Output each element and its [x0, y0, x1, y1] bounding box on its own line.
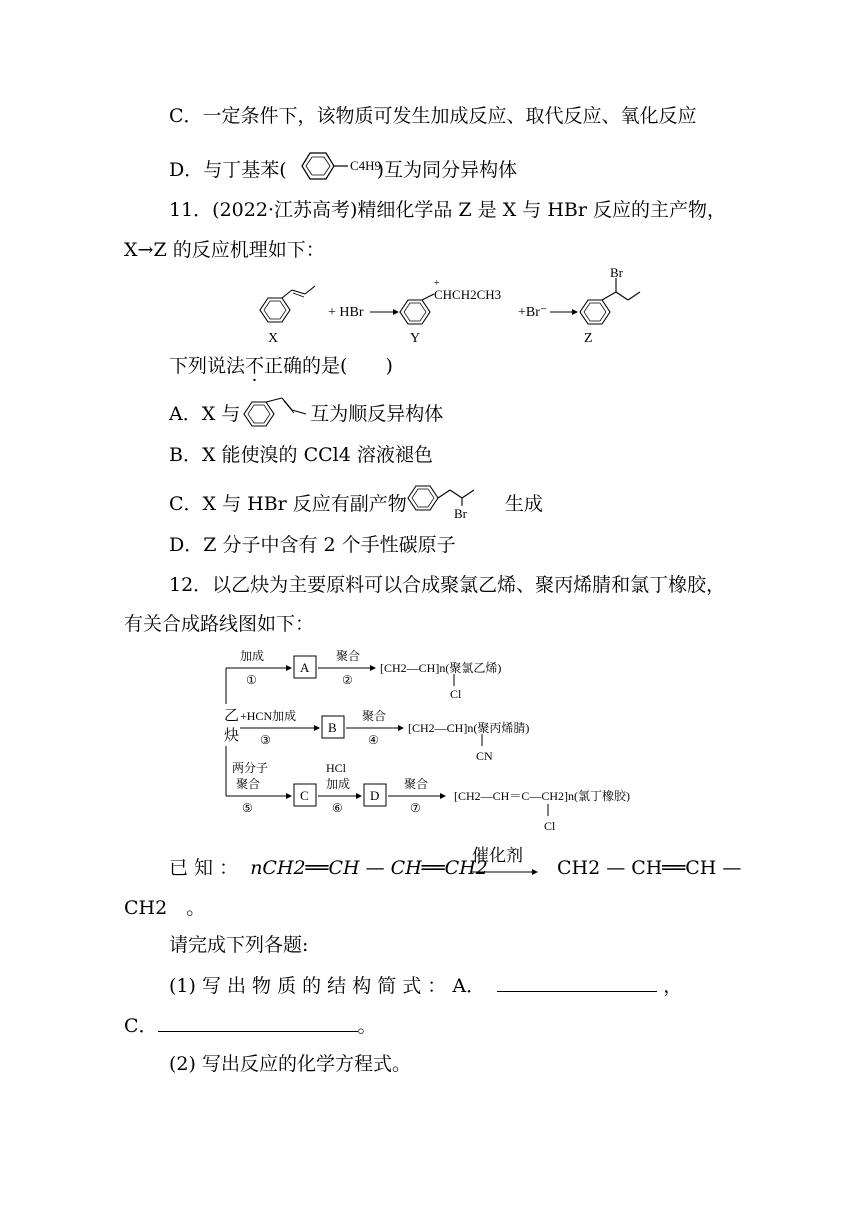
start-acetylene-2: 炔: [224, 728, 240, 744]
svg-text:聚合: 聚合: [404, 777, 429, 791]
start-acetylene-1: 乙: [224, 708, 240, 724]
svg-text:+: +: [434, 278, 440, 289]
butyl-group-label: C4H9: [350, 158, 382, 173]
svg-text:④: ④: [368, 733, 379, 747]
molecule-z: [580, 265, 640, 346]
q11-option-a: A．X 与 互为顺反异构体: [169, 403, 444, 425]
svg-text:Cl: Cl: [450, 687, 462, 701]
q11-question: 下列说法不正确的是( ): [169, 355, 393, 377]
q11-reaction-scheme: [250, 265, 670, 347]
plus-bromide: +Br⁻: [518, 305, 548, 320]
svg-text:聚合: 聚合: [236, 777, 261, 791]
chloroprene-rubber: [CH2—CH＝C—CH2]n(氯丁橡胶): [454, 789, 630, 803]
q10-option-c: C．一定条件下，该物质可发生加成反应、取代反应、氧化反应: [169, 105, 697, 127]
butylbenzene-structure: [290, 146, 385, 186]
q12-part1: (1) 写 出 物 质 的 结 构 简 式 ： A． ，: [169, 975, 683, 997]
cis-isomer-structure: [240, 392, 310, 432]
svg-text:Br: Br: [454, 506, 467, 521]
svg-text:③: ③: [260, 733, 271, 747]
svg-text:聚合: 聚合: [336, 649, 361, 663]
svg-text:加成: 加成: [240, 649, 265, 663]
q11-option-b: B．X 能使溴的 CCl4 溶液褪色: [169, 444, 433, 466]
known-tail: CH2 。: [124, 897, 206, 919]
synthesis-route: [210, 648, 710, 838]
svg-text:HCl: HCl: [326, 761, 347, 775]
byproduct-structure: [404, 480, 504, 520]
answer-blank-c[interactable]: [158, 1013, 358, 1032]
q12-prompt: 请完成下列各题:: [169, 934, 309, 956]
svg-text:⑤: ⑤: [242, 801, 253, 815]
known-product: CH2 — CH══CH —: [557, 857, 742, 879]
q11-stem-line1: 11．(2022·江苏高考)精细化学品 Z 是 X 与 HBr 反应的主产物，: [169, 199, 726, 221]
molecule-y: [400, 278, 501, 346]
reaction-arrow: [472, 868, 542, 878]
label-z: Z: [584, 331, 593, 346]
box-c: C: [300, 788, 309, 803]
q12-part1-c: C． 。: [124, 1015, 377, 1037]
q11-option-c: C．X 与 HBr 反应有副产物 生成: [169, 493, 543, 515]
box-a: A: [300, 660, 310, 675]
q10-option-d-pre: D．与丁基苯(: [169, 159, 287, 181]
svg-text:加成: 加成: [326, 777, 351, 791]
pvc: [CH2—CH]n(聚氯乙烯): [380, 661, 502, 675]
label-x: X: [268, 331, 279, 346]
svg-text:Cl: Cl: [544, 819, 556, 833]
q12-stem-line2: 有关合成路线图如下：: [124, 613, 315, 635]
catalyst-label: 催化剂: [472, 846, 523, 866]
svg-text:CN: CN: [476, 749, 493, 763]
svg-text:Br: Br: [610, 265, 623, 280]
pan: [CH2—CH]n(聚丙烯腈): [408, 721, 530, 735]
q12-part2: (2) 写出反应的化学方程式。: [169, 1053, 411, 1075]
q10-option-d-post: )互为同分异构体: [376, 159, 518, 181]
box-d: D: [370, 788, 380, 803]
plus-hbr: + HBr: [328, 305, 364, 320]
svg-text:⑥: ⑥: [332, 801, 343, 815]
box-b: B: [328, 720, 337, 735]
carbocation-label: CHCH2CH3: [434, 287, 502, 302]
q11-option-d: D．Z 分子中含有 2 个手性碳原子: [169, 534, 456, 556]
known-reaction: 已 知 ： nCH2══CH — CH══CH2: [169, 857, 488, 879]
molecule-x: [260, 286, 315, 346]
svg-text:①: ①: [246, 673, 257, 687]
q12-stem-line1: 12．以乙炔为主要原料可以合成聚氯乙烯、聚丙烯腈和氯丁橡胶，: [169, 574, 726, 596]
svg-text:②: ②: [342, 673, 353, 687]
svg-text:⑦: ⑦: [410, 801, 421, 815]
q11-stem-line2: X→Z 的反应机理如下：: [124, 239, 325, 261]
svg-text:聚合: 聚合: [362, 709, 387, 723]
svg-text:两分子: 两分子: [232, 761, 269, 775]
answer-blank-a[interactable]: [497, 973, 657, 992]
label-y: Y: [410, 331, 421, 346]
svg-text:+HCN加成: +HCN加成: [240, 709, 297, 723]
